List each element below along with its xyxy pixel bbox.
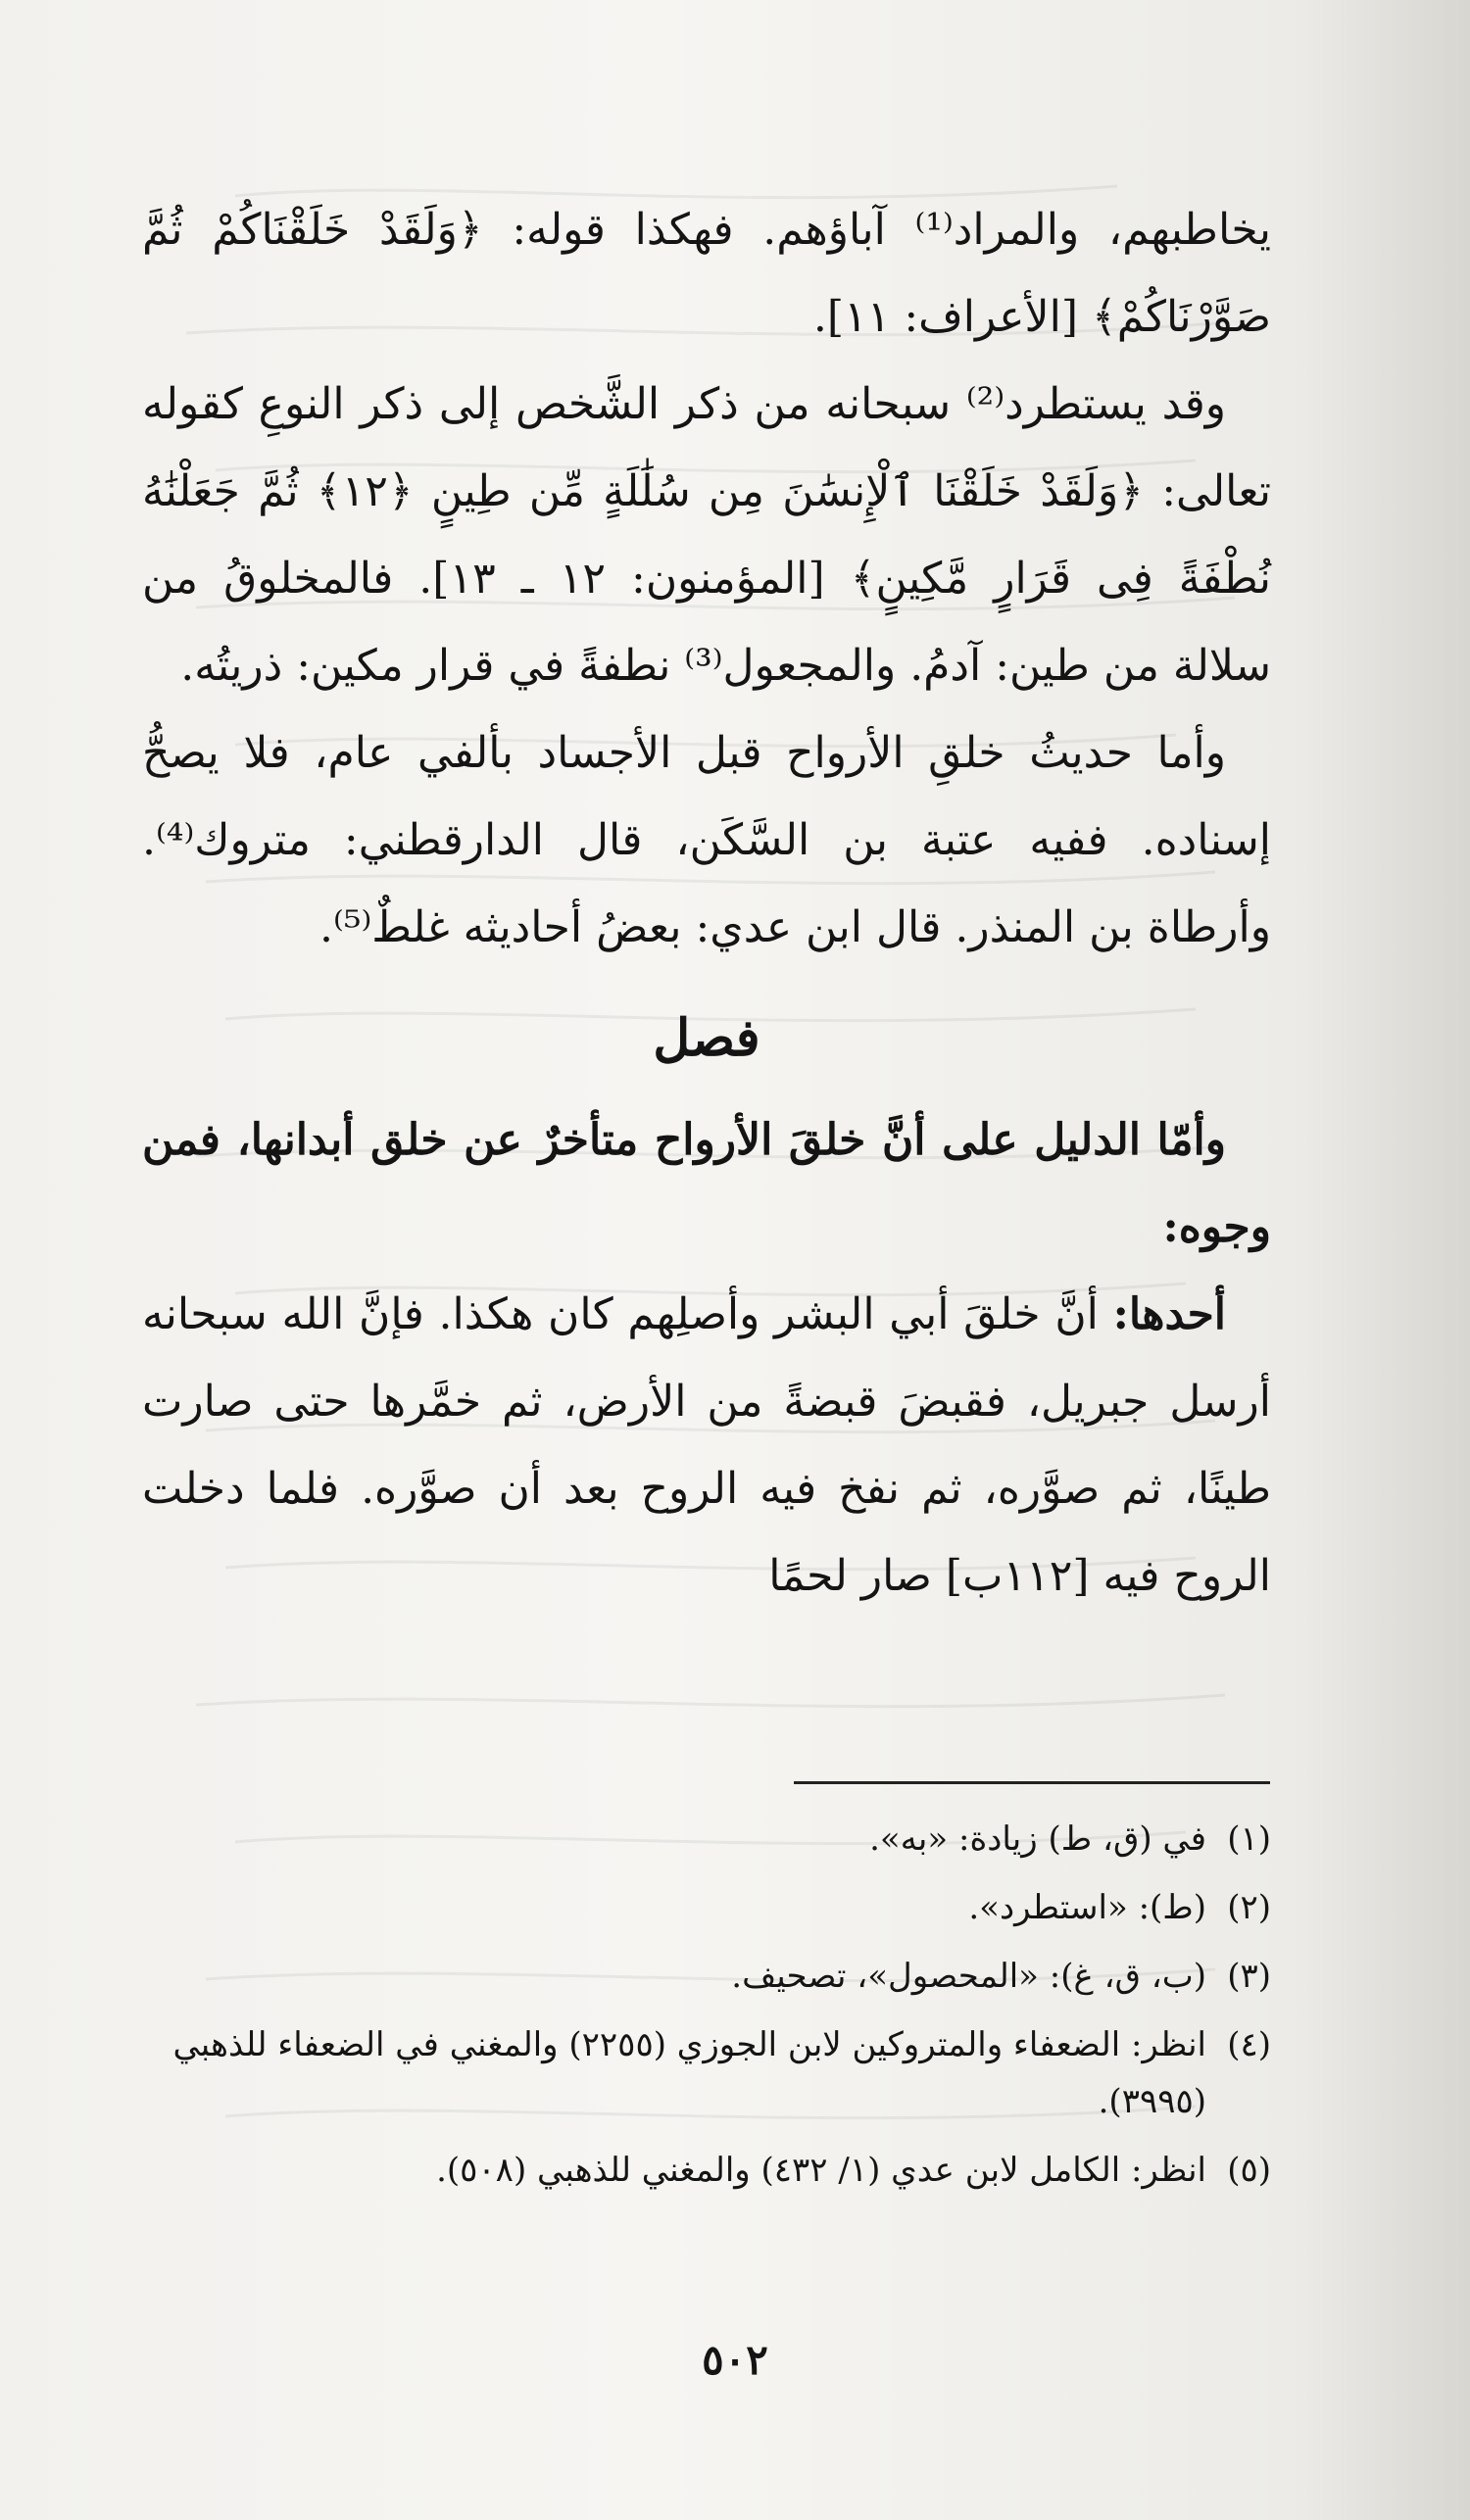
paragraph-4: وأمّا الدليل على أنَّ خلقَ الأرواح متأخرٌ عن خلق أبدانها، فمن وجوه: (142, 1115, 1271, 1252)
footnote-text: (ب، ق، غ): «المحصول»، تصحيف. (731, 1957, 1206, 1996)
footnote-text: (ط): «استطرد». (968, 1888, 1206, 1927)
section-heading: فصل (653, 1008, 760, 1068)
footnotes (142, 1811, 1271, 2210)
footnote-number: (٣) (1227, 1957, 1271, 1996)
main-text (142, 186, 1271, 1620)
footnote-item (142, 2142, 1271, 2199)
footnote-text: انظر: الضعفاء والمتروكين لابن الجوزي (٢٢٥٥) والمغني في الضعفاء للذهبي (٣٩٩٥). (172, 2025, 1206, 2121)
paragraph-5-lead: أحدها: (1112, 1289, 1226, 1339)
footnote-item (142, 1879, 1271, 1936)
paragraph-1: يخاطبهم، والمراد⁽¹⁾ آباؤهم. فهكذا قوله: ﴿وَلَقَدْ خَلَقْنَاكُمْ ثُمَّ صَوَّرْنَاكُمْ﴾ [الأعراف: ١١]. (142, 205, 1271, 342)
paragraph-5-text: أنَّ خلقَ أبي البشر وأصلِهم كان هكذا. فإنَّ الله سبحانه أرسل جبريل، فقبضَ قبضةً من الأرض، ثم خمَّرها حتى صارت طينًا، ثم صوَّره، ثم نفخ فيه الروح بعد أن صوَّره. فلما دخلت الروح فيه [١١٢ب] صار لحمًا (142, 1289, 1271, 1601)
footnote-item (142, 1948, 1271, 2005)
footnote-divider (794, 1781, 1270, 1784)
page-number: ٥٠٢ (702, 2336, 768, 2384)
footnote-text: في (ق، ط) زيادة: «به». (869, 1819, 1206, 1859)
footnote-number: (٥) (1227, 2151, 1271, 2190)
footnote-number: (١) (1227, 1819, 1271, 1859)
paragraph-2: وقد يستطرد⁽²⁾ سبحانه من ذكر الشَّخص إلى ذكر النوعِ كقوله تعالى: ﴿وَلَقَدْ خَلَقْنَا ٱلْإِنسَٰنَ مِن سُلَٰلَةٍ مِّن طِينٍ ﴿١٢﴾ ثُمَّ جَعَلْنَٰهُ نُطْفَةً فِى قَرَارٍ مَّكِينٍ﴾ [المؤمنون: ١٢ ـ ١٣]. فالمخلوقُ من سلالة من طين: آدمُ. والمجعول⁽³⁾ نطفةً في قرار مكين: ذريتُه. (142, 379, 1271, 691)
footnote-text: انظر: الكامل لابن عدي (١/ ٤٣٢) والمغني للذهبي (٥٠٨). (436, 2151, 1206, 2190)
footnote-item (142, 2016, 1271, 2130)
footnote-item (142, 1811, 1271, 1867)
paragraph-5 (142, 1271, 1271, 1620)
footnote-number: (٤) (1227, 2025, 1271, 2064)
footnote-number: (٢) (1227, 1888, 1271, 1927)
paragraph-3: وأما حديثُ خلقِ الأرواح قبل الأجساد بألفي عام، فلا يصحُّ إسناده. ففيه عتبة بن السَّكَن، قال الدارقطني: متروك⁽⁴⁾. وأرطاة بن المنذر. قال ابن عدي: بعضُ أحاديثه غلطٌ⁽⁵⁾. (142, 728, 1271, 952)
